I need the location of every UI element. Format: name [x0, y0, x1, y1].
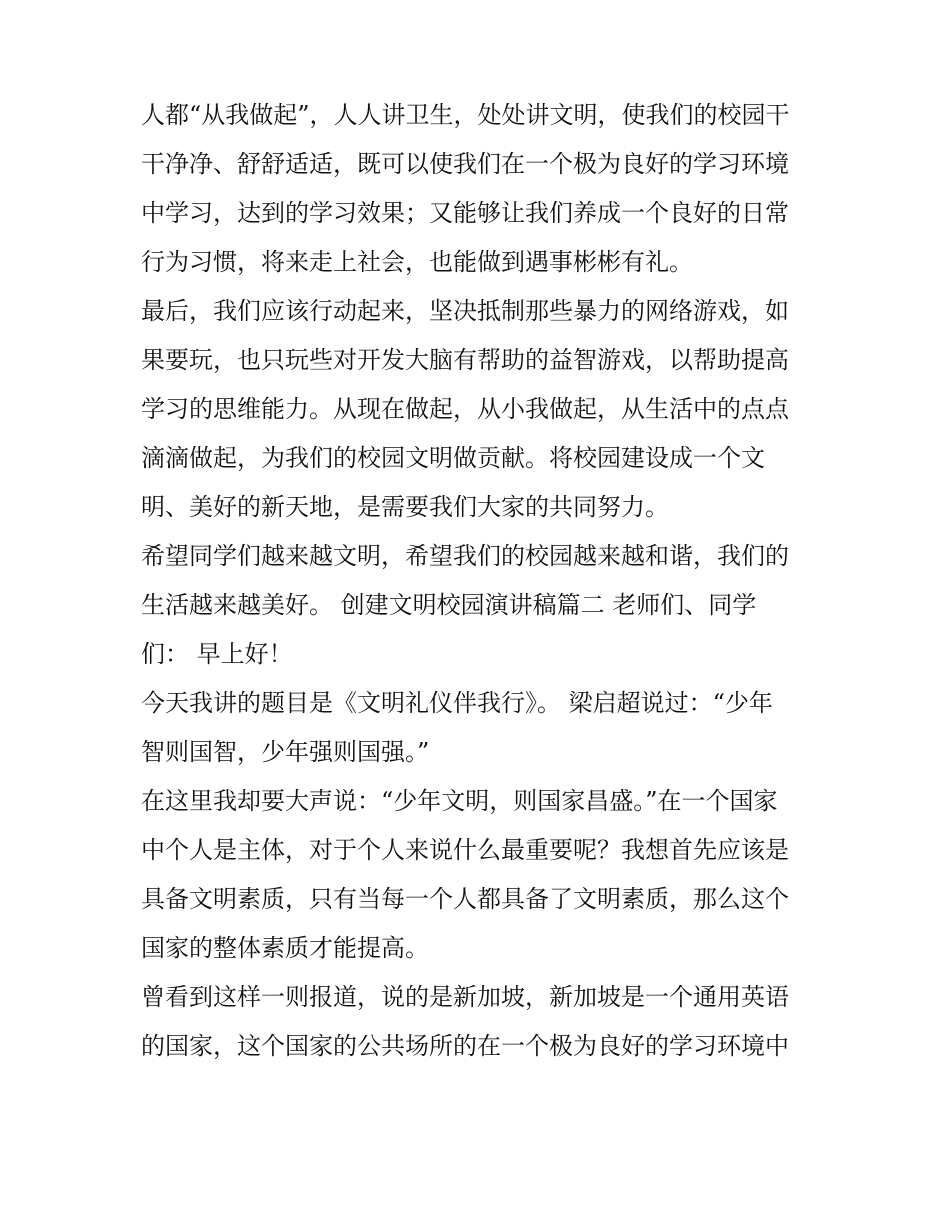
text-line: 的国家，这个国家的公共场所的在一个极为良好的学习环境中	[141, 1032, 789, 1060]
text-line: 干净净、舒舒适适，既可以使我们在一个极为良好的学习环境	[141, 150, 789, 178]
text-line: 最后，我们应该行动起来，坚决抵制那些暴力的网络游戏，如	[141, 297, 789, 325]
text-line: 行为习惯，将来走上社会，也能做到遇事彬彬有礼。	[141, 248, 693, 276]
text-line: 在这里我却要大声说：“少年文明，则国家昌盛。”在一个国家	[141, 787, 778, 815]
text-line: 学习的思维能力。从现在做起，从小我做起，从生活中的点点	[141, 395, 789, 423]
text-line: 明、美好的新天地，是需要我们大家的共同努力。	[141, 493, 669, 521]
text-line: 国家的整体素质才能提高。	[141, 934, 429, 962]
document-body	[141, 91, 821, 1071]
text-line: 人都“从我做起”，人人讲卫生，处处讲文明，使我们的校园干	[141, 101, 790, 129]
text-line: 滴滴做起，为我们的校园文明做贡献。将校园建设成一个文	[141, 444, 765, 472]
text-line: 希望同学们越来越文明，希望我们的校园越来越和谐，我们的	[141, 542, 789, 570]
text-line: 生活越来越美好。 创建文明校园演讲稿篇二 老师们、同学	[141, 591, 757, 619]
text-line: 具备文明素质，只有当每一个人都具备了文明素质，那么这个	[141, 885, 789, 913]
text-line: 今天我讲的题目是《文明礼仪伴我行》。 梁启超说过：“少年	[141, 689, 773, 717]
text-line: 曾看到这样一则报道，说的是新加坡，新加坡是一个通用英语	[141, 983, 789, 1011]
text-line: 中个人是主体，对于个人来说什么最重要呢？我想首先应该是	[141, 836, 789, 864]
text-line: 中学习，达到的学习效果；又能够让我们养成一个良好的日常	[141, 199, 789, 227]
text-line: 智则国智，少年强则国强。”	[141, 738, 430, 766]
text-line: 果要玩，也只玩些对开发大脑有帮助的益智游戏，以帮助提高	[141, 346, 789, 374]
text-line: 们： 早上好！	[141, 640, 293, 668]
